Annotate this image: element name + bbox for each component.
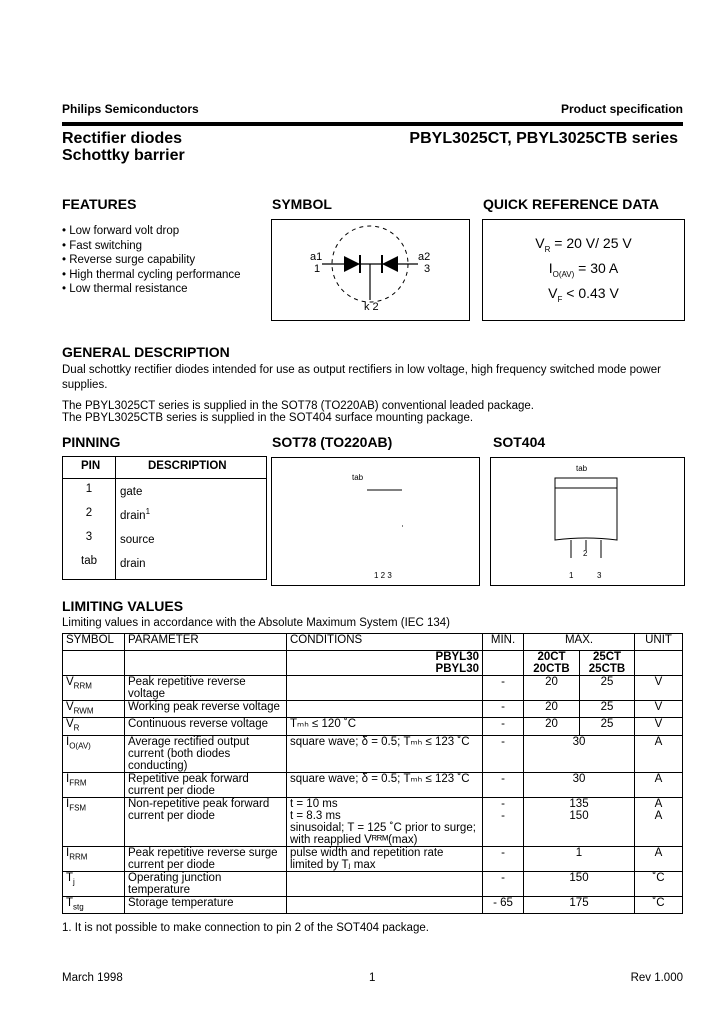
symbol-letter: V [66,718,74,731]
col-min: MIN. [483,634,524,651]
sot78-heading: SOT78 (TO220AB) [272,434,393,450]
symbol-subscript: RRM [69,851,88,861]
cell-min: - [483,871,524,896]
cell-min: - [483,735,524,772]
symbol-letter: I [66,772,70,785]
sot404-p1: 1 [569,571,574,580]
header-rule [62,122,683,126]
symbol-subscript: FRM [69,777,87,787]
table-row [63,772,683,797]
cell-symbol [63,701,125,718]
cell-parameter: Working peak reverse voltage [125,701,287,718]
cell-conditions [287,701,483,718]
footer-page: 1 [369,972,376,984]
cell-min: - [483,718,524,735]
symbol-subscript: O(AV) [69,740,91,750]
symbol-subscript: j [73,876,75,886]
sot78-package-drawing [272,458,479,585]
symbol-letter: I [66,797,70,810]
table-row [63,676,683,701]
cell-min: - [483,676,524,701]
cell-max: 1 [524,846,635,871]
cell-unit: V [635,676,683,701]
quick-ref-box [482,219,685,321]
pinning-heading: PINNING [62,434,121,450]
cell-parameter: Repetitive peak forward current per diode [125,772,287,797]
cell-symbol [63,896,125,913]
symbol-subscript: RWM [73,706,94,716]
sub-b: 25CT 25CTB [580,651,635,676]
symbol-letter: I [66,846,70,859]
cell-max-b: 25 [580,718,635,735]
pin-description [120,555,146,570]
device-title [62,130,185,164]
sot404-package-drawing [491,458,684,585]
general-p3: The PBYL3025CTB series is supplied in the SOT404 surface mounting package. [62,412,474,424]
cell-max-a: 20 [524,718,580,735]
pinning-table [62,456,267,580]
cell-max: 175 [524,896,635,913]
general-p1: Dual schottky rectifier diodes intended for use as output rectifiers in low voltage, high frequency switched mode power supplies. [62,364,661,391]
symbol-subscript: stg [73,901,84,911]
cell-parameter: Non-repetitive peak forward current per diode [125,797,287,846]
sot404-tab: tab [576,464,588,473]
pin-number: tab [81,555,97,567]
footer-date: March 1998 [62,972,123,984]
cell-max: 30 [524,772,635,797]
cell-parameter: Peak repetitive reverse surge current per diode [125,846,287,871]
symbol-subscript: RRM [73,681,92,691]
cell-parameter: Storage temperature [125,896,287,913]
desc-col-header: DESCRIPTION [148,460,227,472]
cell-conditions [287,871,483,896]
table-row [63,735,683,772]
title-line-1: Rectifier diodes [62,130,183,147]
general-p2: The PBYL3025CT series is supplied in the SOT78 (TO220AB) conventional leaded package. [62,400,534,412]
feature-item: • Low thermal resistance [62,283,188,296]
table-row [63,896,683,913]
sub-cond: PBYL30 PBYL30 [287,651,483,676]
label-p3: 3 [424,263,431,275]
pin-description-text: gate [120,485,143,498]
table-row [63,797,683,846]
pin-description [120,507,150,522]
pin-description [120,531,155,546]
cell-max: 30 [524,735,635,772]
sot404-p3: 3 [597,571,602,580]
col-unit: UNIT [635,634,683,651]
title-line-2: Schottky barrier [62,147,185,164]
pin-footnote-ref: 1 [145,507,151,516]
col-max: MAX. [524,634,635,651]
col-symbol: SYMBOL [63,634,125,651]
cell-conditions: square wave; δ = 0.5; Tₘₕ ≤ 123 ˚C [287,735,483,772]
table-row [63,871,683,896]
cell-symbol [63,676,125,701]
cell-max-a: 20 [524,701,580,718]
cell-symbol [63,772,125,797]
table-row [63,846,683,871]
pin-col-header: PIN [81,460,101,472]
cell-max-b: 25 [580,701,635,718]
sot78-box [271,457,480,586]
sot404-p2: 2 [583,549,588,558]
cell-unit: V [635,718,683,735]
cell-conditions: Tₘₕ ≤ 120 ˚C [287,718,483,735]
cell-symbol [63,871,125,896]
cell-symbol [63,718,125,735]
label-a1: a1 [310,251,323,263]
cell-unit: ˚C [635,871,683,896]
cell-max: 135 150 [524,797,635,846]
qref-vr: $V_R = 20$ V/ 25 V [535,235,632,254]
limiting-table [62,633,683,914]
cell-parameter: Average rectified output current (both diodes conducting) [125,735,287,772]
cell-symbol [63,735,125,772]
features-list [62,224,241,297]
feature-item: • Fast switching [62,239,143,252]
cell-parameter: Continuous reverse voltage [125,718,287,735]
symbol-letter: T [66,896,74,909]
cell-unit: ˚C [635,896,683,913]
feature-item: • Low forward volt drop [62,225,180,237]
col-parameter: PARAMETER [125,634,287,651]
pin-number: 2 [85,507,93,519]
cell-max-a: 20 [524,676,580,701]
symbol-letter: I [66,735,70,748]
cell-symbol [63,846,125,871]
feature-item: • Reverse surge capability [62,254,196,267]
company-name: Philips Semiconductors [62,102,199,116]
table-row [63,701,683,718]
cell-unit: A [635,735,683,772]
pin-number: 3 [85,531,93,543]
pin-description-text: source [120,533,155,546]
cell-conditions [287,896,483,913]
cell-min: - [483,701,524,718]
general-heading: GENERAL DESCRIPTION [62,344,230,360]
cell-symbol [63,797,125,846]
cell-unit: V [635,701,683,718]
table-row [63,718,683,735]
limiting-heading: LIMITING VALUES [62,598,184,614]
symbol-box [271,219,470,321]
symbol-letter: V [66,676,74,688]
diode-symbol [272,220,469,320]
cell-min: - - [483,797,524,846]
quick-ref-heading: QUICK REFERENCE DATA [483,196,660,212]
symbol-letter: V [66,701,74,713]
cell-min: - [483,772,524,797]
cell-max: 150 [524,871,635,896]
cell-conditions: square wave; δ = 0.5; Tₘₕ ≤ 123 ˚C [287,772,483,797]
label-a2: a2 [418,251,431,263]
cell-min: - [483,846,524,871]
pin-description [120,483,142,498]
label-p1: 1 [314,263,321,275]
pin-number: 1 [85,483,93,495]
label-k2: k 2 [364,301,379,313]
features-heading: FEATURES [62,196,137,212]
pin-description-text: drain [120,509,146,522]
col-conditions: CONDITIONS [287,634,483,651]
cell-min: - 65 [483,896,524,913]
feature-item: • High thermal cycling performance [62,268,241,281]
symbol-subscript: R [73,723,80,733]
cell-parameter: Peak repetitive reverse voltage [125,676,287,701]
footer-rev: Rev 1.000 [630,972,683,984]
sot78-tab: tab [352,473,364,482]
sot404-box [490,457,685,586]
symbol-heading: SYMBOL [272,196,332,212]
table-note: 1. It is not possible to make connection to pin 2 of the SOT404 package. [62,922,429,934]
cell-unit: A [635,772,683,797]
sot78-pins: 1 2 3 [374,571,392,580]
limiting-intro: Limiting values in accordance with the Absolute Maximum System (IEC 134) [62,617,450,629]
cell-unit: A [635,846,683,871]
symbol-letter: T [66,871,74,884]
symbol-subscript: FSM [69,802,87,812]
qref-vf: $V_F < 0.43$ V [548,284,619,304]
cell-conditions: t = 10 ms t = 8.3 ms sinusoidal; T = 125 ˚C prior to surge; with reapplied Vᴿᴿᴹ(max) [287,797,483,846]
pin-description-text: drain [120,557,146,570]
sot404-heading: SOT404 [493,434,546,450]
cell-max-b: 25 [580,676,635,701]
cell-conditions: pulse width and repetition rate limited by Tⱼ max [287,846,483,871]
sub-a: 20CT 20CTB [524,651,580,676]
cell-unit: A A [635,797,683,846]
doc-type: Product specification [560,102,683,116]
qref-io: $I_{O(AV)} = 30$ A [548,259,619,279]
cell-parameter: Operating junction temperature [125,871,287,896]
cell-conditions [287,676,483,701]
part-number: PBYL3025CT, PBYL3025CTB series [409,130,678,147]
